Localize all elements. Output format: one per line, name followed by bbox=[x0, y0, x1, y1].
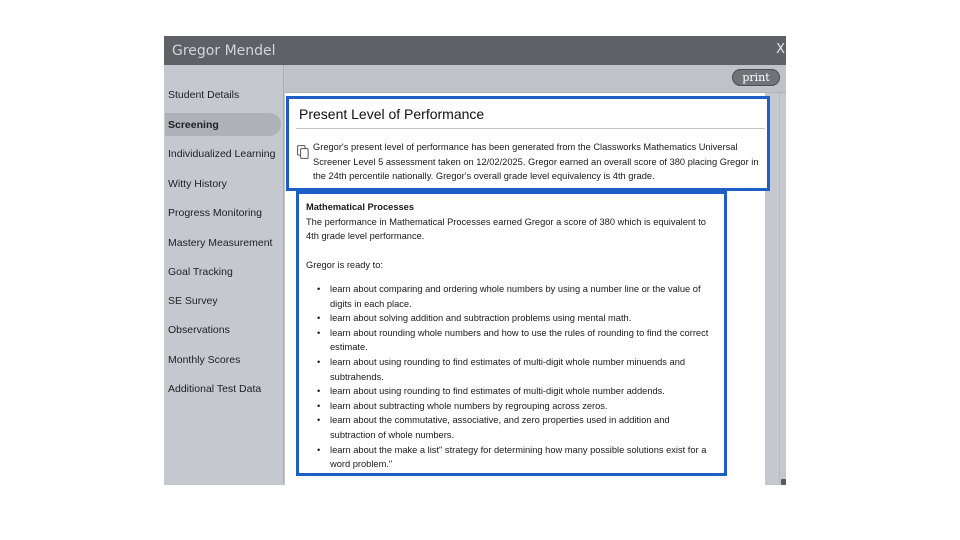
divider bbox=[296, 128, 765, 129]
sidebar-item-screening[interactable]: Screening bbox=[165, 113, 281, 136]
sidebar-item-monthly-scores[interactable]: Monthly Scores bbox=[168, 353, 241, 366]
dialog-titlebar bbox=[164, 36, 786, 65]
scrollbar-track[interactable] bbox=[779, 93, 786, 485]
copy-icon[interactable] bbox=[297, 145, 309, 159]
sidebar-item-observations[interactable]: Observations bbox=[168, 323, 230, 336]
ready-to-label: Gregor is ready to: bbox=[306, 260, 383, 271]
sidebar-item-se-survey[interactable]: SE Survey bbox=[168, 294, 218, 307]
close-icon[interactable]: X bbox=[776, 42, 785, 57]
sidebar-item-goal-tracking[interactable]: Goal Tracking bbox=[168, 265, 233, 278]
sidebar-item-mastery-measurement[interactable]: Mastery Measurement bbox=[168, 236, 273, 249]
content-toolbar bbox=[285, 65, 786, 93]
sidebar-item-progress-monitoring[interactable]: Progress Monitoring bbox=[168, 206, 262, 219]
sidebar-item-additional-test-data[interactable]: Additional Test Data bbox=[168, 382, 262, 395]
dialog-title: Gregor Mendel bbox=[172, 42, 276, 59]
list-item: • learn about the make a list" strategy for determining how many possible solutions exist for a word problem." bbox=[306, 443, 717, 472]
print-button[interactable]: print bbox=[732, 69, 780, 86]
list-item: • learn about rounding whole numbers and how to use the rules of rounding to find the correct estimate. bbox=[306, 326, 717, 355]
sidebar-item-individualized-learning[interactable]: Individualized Learning bbox=[168, 147, 276, 160]
list-item: • learn about the commutative, associative, and zero properties used in addition and subtraction of whole numbers. bbox=[306, 413, 717, 442]
present-level-text: Gregor's present level of performance has been generated from the Classworks Mathematics Universal Screener Level 5 assessment taken on 12/02/2025. Gregor earned an overall score of 380 placing Gregor in the 24th percentile nationally. Gregor's overall grade level equivalency is 4th grade. bbox=[313, 142, 759, 181]
math-processes-heading: Mathematical Processes bbox=[306, 202, 415, 212]
list-item: • learn about using rounding to find estimates of multi-digit whole number minuends and subtrahends. bbox=[306, 355, 717, 384]
math-processes-section bbox=[296, 191, 727, 476]
present-level-title: Present Level of Performance bbox=[299, 106, 485, 122]
sidebar-item-student-details[interactable]: Student Details bbox=[168, 88, 240, 101]
sidebar-nav bbox=[164, 65, 284, 485]
list-item: • learn about using rounding to find estimates of multi-digit whole number addends. bbox=[306, 384, 717, 399]
math-processes-summary: The performance in Mathematical Processes earned Gregor a score of 380 which is equivalent to 4th grade level performance. bbox=[306, 216, 706, 242]
list-item: • learn about solving addition and subtraction problems using mental math. bbox=[306, 311, 717, 326]
sidebar-item-witty-history[interactable]: Witty History bbox=[168, 177, 227, 190]
list-item: • learn about subtracting whole numbers by regrouping across zeros. bbox=[306, 399, 717, 414]
scrollbar-thumb[interactable] bbox=[781, 479, 786, 485]
list-item: • learn about comparing and ordering whole numbers by using a number line or the value of digits in each place. bbox=[306, 282, 717, 311]
ready-to-list bbox=[306, 282, 717, 472]
present-level-section bbox=[286, 96, 770, 191]
